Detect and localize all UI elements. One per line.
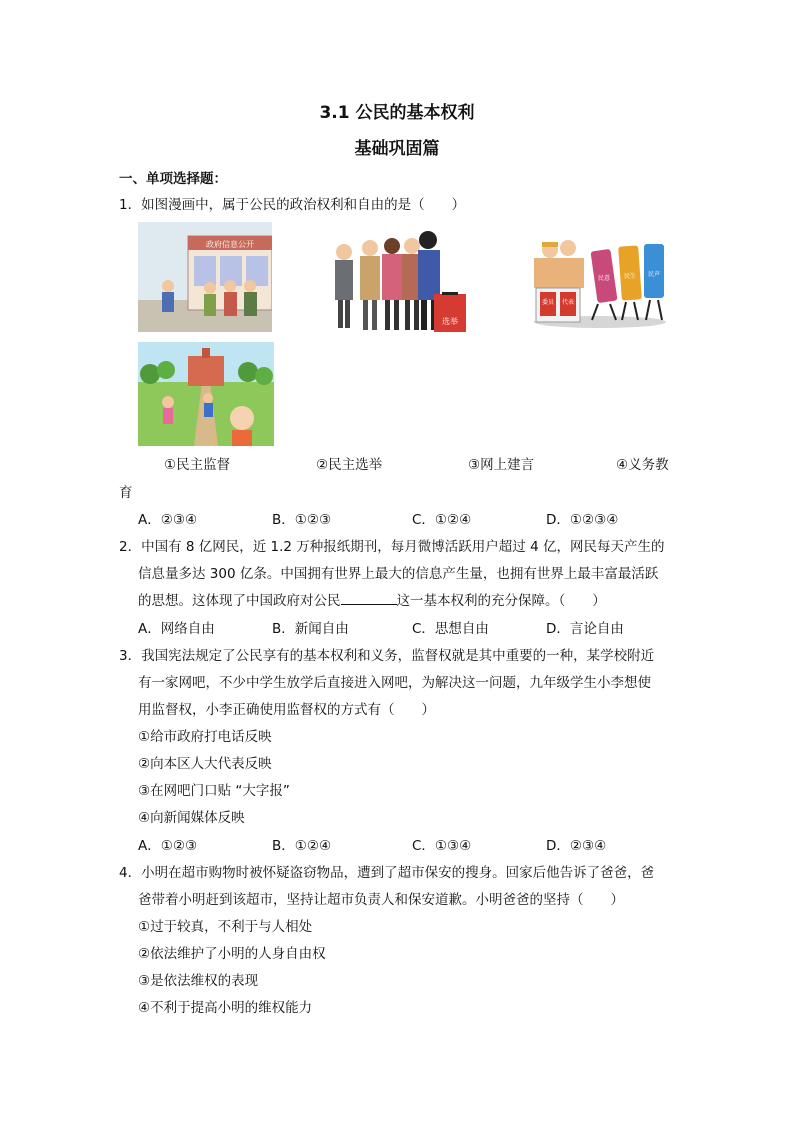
q2-line-3-before: 的思想。这体现了中国政府对公民 [138, 593, 341, 609]
q1-caption-2: ②民主选举 [316, 457, 383, 473]
q3-line-2: 有一家网吧，不少中学生放学后直接进入网吧，为解决这一问题，九年级学生小李想使 [138, 675, 651, 691]
phone-label-2: 民生 [623, 273, 637, 280]
cartoon-compulsory-education [138, 342, 274, 446]
board-label-2: 代表 [561, 299, 575, 306]
q3-line-3: 用监督权，小李正确使用监督权的方式有（ ） [138, 702, 435, 718]
q4-line-1: 4．小明在超市购物时被怀疑盗窃物品，遭到了超市保安的搜身。回家后他告诉了爸爸，爸 [119, 865, 655, 881]
q4-item-2: ②依法维护了小明的人身自由权 [138, 946, 326, 962]
q1-option-d[interactable]: D．①②③④ [546, 512, 619, 528]
q3-item-1: ①给市政府打电话反映 [138, 729, 272, 745]
q2-line-2: 信息量多达 300 亿条。中国拥有世界上最大的信息产生量，也拥有世界上最丰富最活跃 [138, 566, 659, 582]
q1-caption-wrap: 育 [119, 485, 133, 501]
cartoon-democratic-supervision [138, 222, 272, 332]
q4-item-4: ④不利于提高小明的维权能力 [138, 1000, 313, 1016]
q2-option-b[interactable]: B．新闻自由 [272, 621, 349, 637]
q1-option-b[interactable]: B．①②③ [272, 512, 332, 528]
q1-option-c[interactable]: C．①②④ [412, 512, 472, 528]
page-title: 3.1 公民的基本权利 [319, 103, 475, 123]
section-heading: 一、单项选择题： [119, 171, 227, 187]
q2-line-1: 2．中国有 8 亿网民，近 1.2 万种报纸期刊，每月微博活跃用户超过 4 亿，网民每天产生的 [119, 539, 665, 555]
q3-item-3: ③在网吧门口贴 “大字报” [138, 783, 290, 799]
cartoon-online-suggestion [528, 228, 670, 330]
q4-item-1: ①过于较真，不利于与人相处 [138, 919, 313, 935]
q3-option-a[interactable]: A．①②③ [138, 838, 198, 854]
q4-line-2: 爸带着小明赶到该超市，坚持让超市负责人和保安道歉。小明爸爸的坚持（ ） [138, 892, 624, 908]
q2-option-d[interactable]: D．言论自由 [546, 621, 624, 637]
q3-option-c[interactable]: C．①③④ [412, 838, 472, 854]
q1-stem: 1．如图漫画中，属于公民的政治权利和自由的是（ ） [119, 197, 466, 213]
q3-option-d[interactable]: D．②③④ [546, 838, 607, 854]
q3-option-b[interactable]: B．①②④ [272, 838, 332, 854]
q3-item-4: ④向新闻媒体反映 [138, 810, 245, 826]
q2-option-c[interactable]: C．思想自由 [412, 621, 489, 637]
board-sign-text: 政府信息公开 [206, 240, 254, 249]
phone-label-1: 民意 [597, 275, 611, 282]
q3-item-2: ②向本区人大代表反映 [138, 756, 272, 772]
q1-caption-4: ④义务教 [616, 457, 669, 473]
q4-item-3: ③是依法维权的表现 [138, 973, 259, 989]
q2-answer-blank[interactable] [341, 592, 397, 605]
q1-caption-1: ①民主监督 [164, 457, 231, 473]
q3-line-1: 3．我国宪法规定了公民享有的基本权利和义务，监督权就是其中重要的一种，某学校附近 [119, 648, 655, 664]
phone-label-3: 民声 [647, 271, 661, 278]
q1-caption-3: ③网上建言 [468, 457, 535, 473]
ballot-box-label: 选举 [442, 317, 458, 326]
q2-line-3 [138, 592, 606, 610]
q2-option-a[interactable]: A．网络自由 [138, 621, 215, 637]
page-subtitle: 基础巩固篇 [354, 139, 440, 159]
board-label-1: 委员 [541, 299, 555, 306]
q1-option-a[interactable]: A．②③④ [138, 512, 198, 528]
cartoon-democratic-election [330, 228, 470, 334]
q2-line-3-after: 这一基本权利的充分保障。（ ） [396, 593, 606, 609]
